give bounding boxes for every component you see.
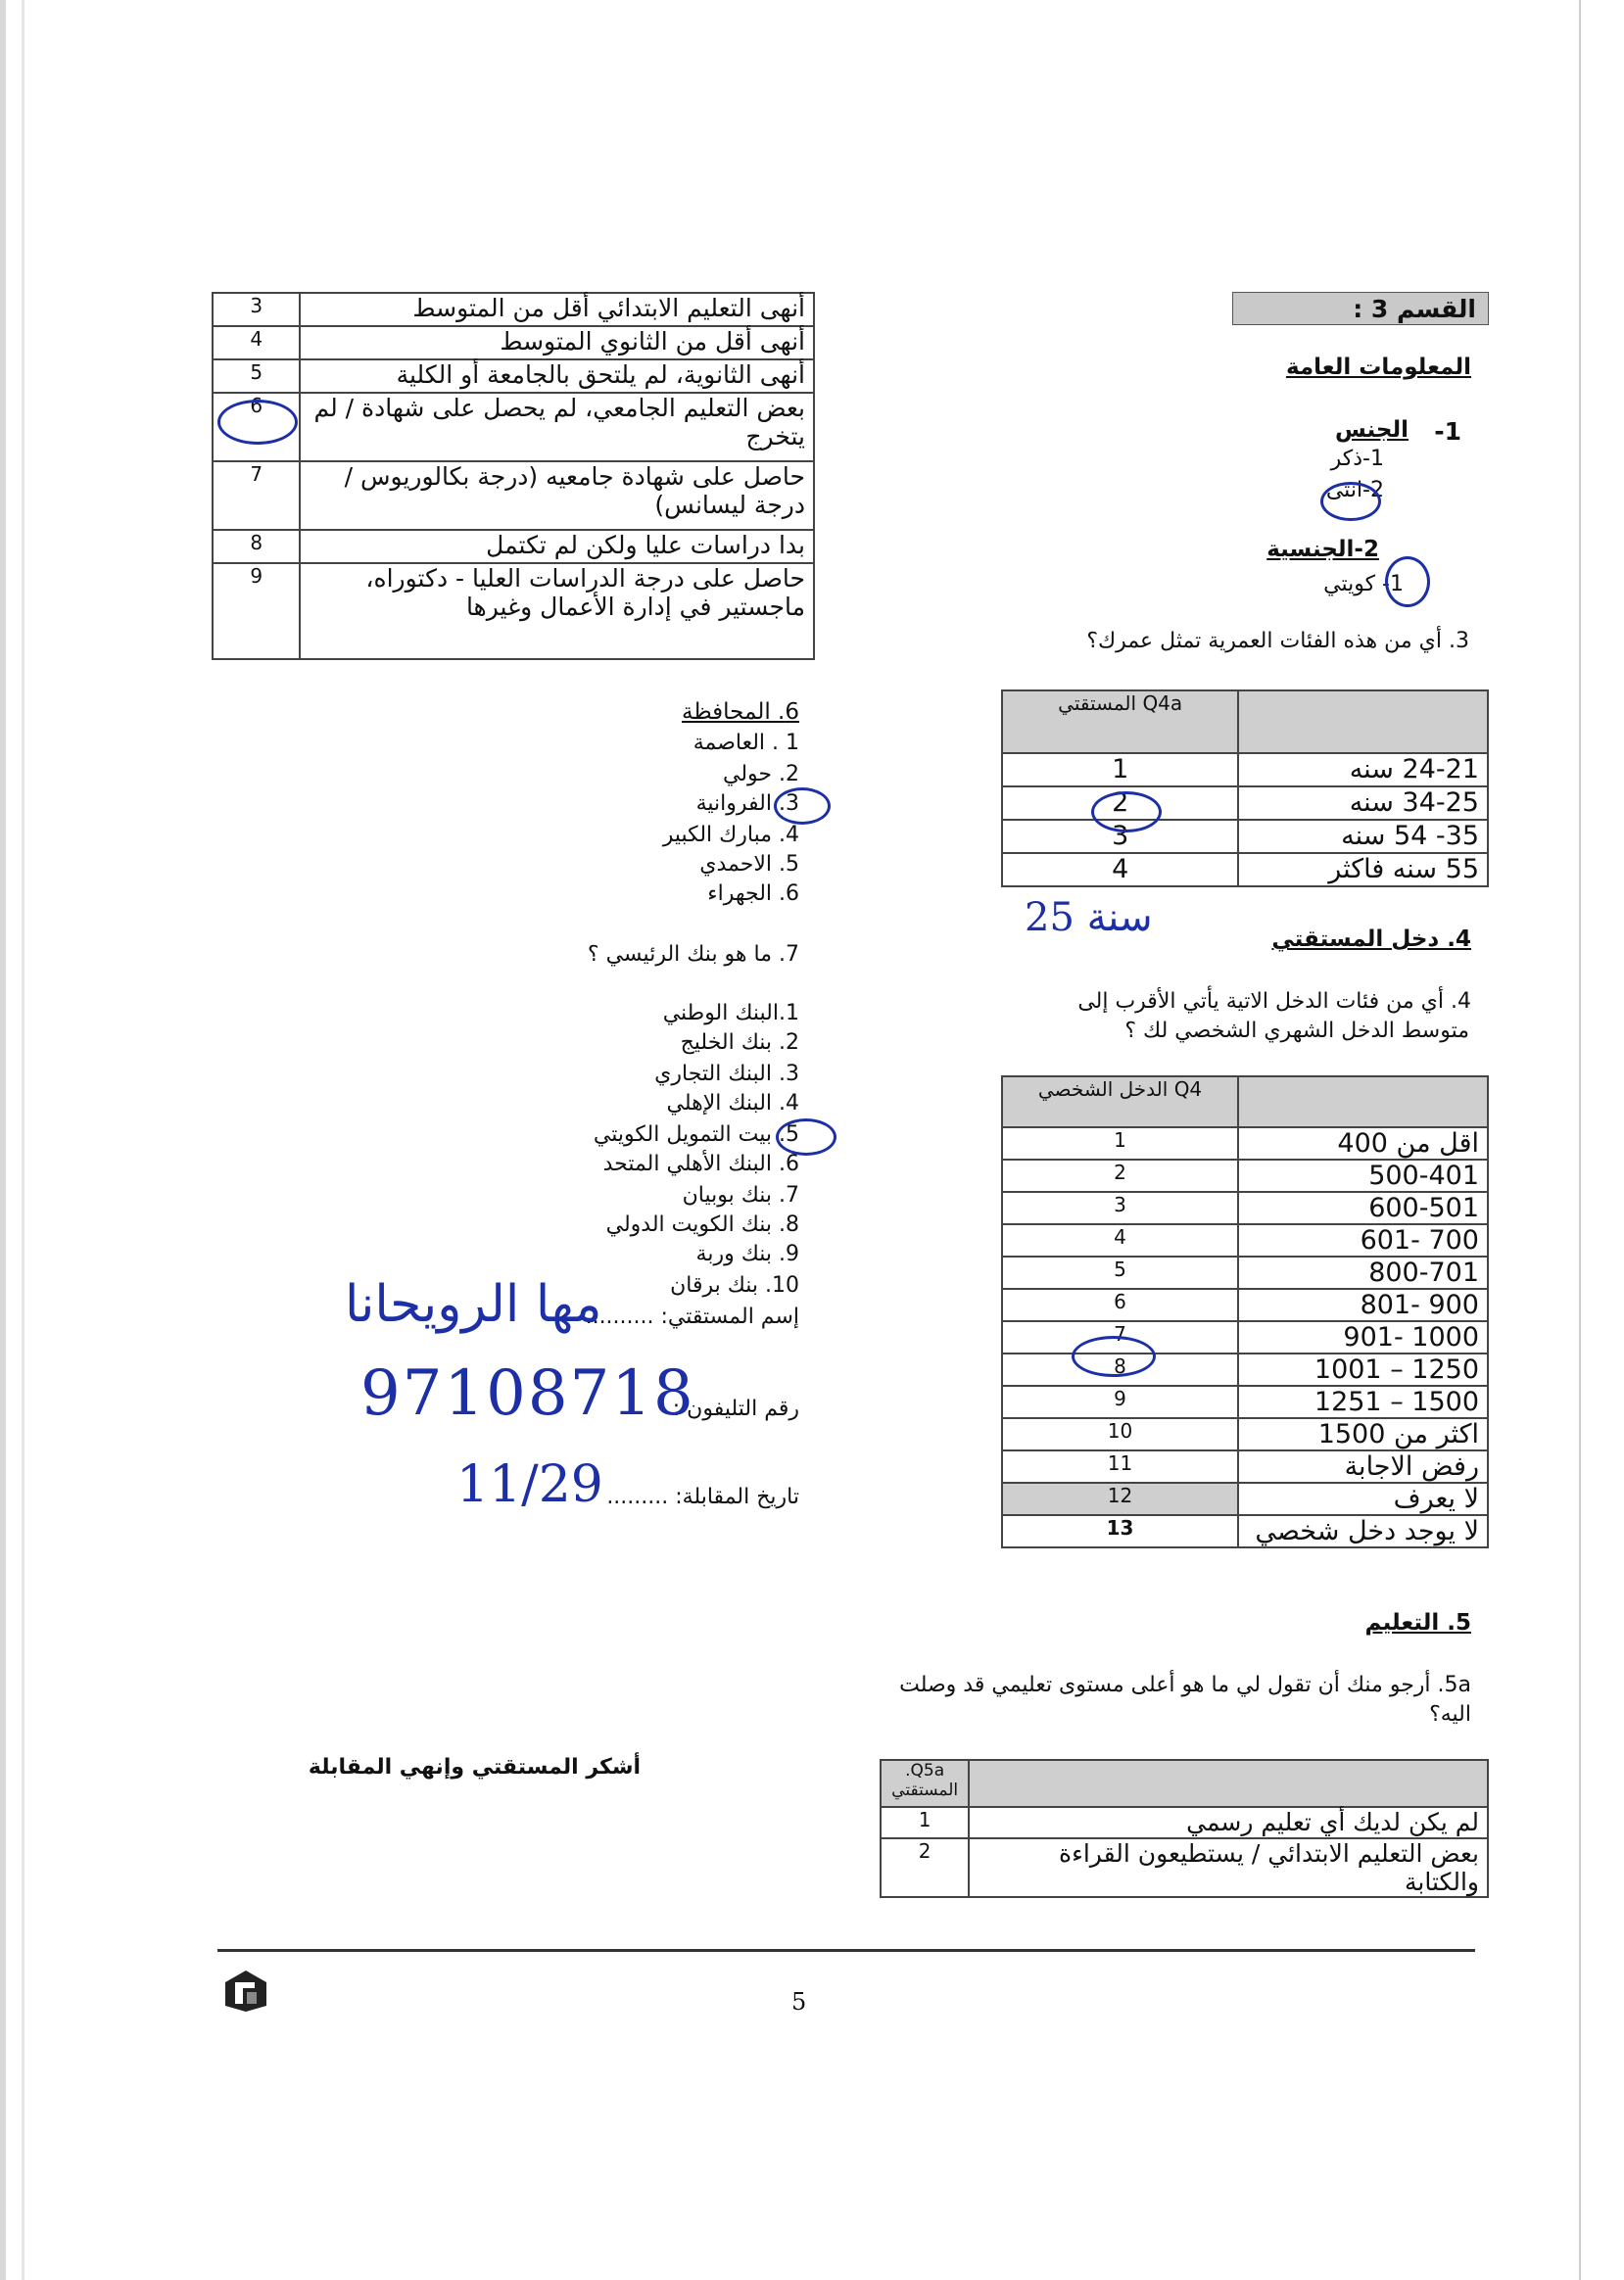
q7-option: 5. بيت التمويل الكويتي bbox=[593, 1122, 799, 1147]
scan-edge-left bbox=[0, 0, 6, 2280]
age-table-header: Q4a المستقتي bbox=[1002, 690, 1238, 753]
q3-question: 3. أي من هذه الفئات العمرية تمثل عمرك؟ bbox=[1086, 629, 1469, 653]
income-row-label: 500-401 bbox=[1238, 1160, 1488, 1192]
respondent-phone-label: رقم التليفون : bbox=[672, 1397, 799, 1421]
q1-option-1: 1-ذكر bbox=[1330, 447, 1384, 471]
education-row-code: 5 bbox=[213, 359, 300, 393]
q6-title: 6. المحافظة bbox=[681, 699, 799, 725]
answer-circle-bank bbox=[776, 1118, 836, 1156]
education-row-code: 3 bbox=[213, 293, 300, 326]
age-row-label: 34-25 سنه bbox=[1238, 786, 1488, 820]
income-row-code: 13 bbox=[1002, 1515, 1238, 1547]
logo-icon bbox=[223, 1969, 268, 2014]
education-row-label: بعض التعليم الجامعي، لم يحصل على شهادة / لم يتخرج bbox=[300, 393, 814, 461]
q6-option: 2. حولي bbox=[723, 762, 799, 786]
respondent-name-label: إسم المستقتي: .......... bbox=[585, 1305, 799, 1329]
age-table bbox=[1001, 689, 1489, 887]
income-row-label: اكثر من 1500 bbox=[1238, 1418, 1488, 1450]
section-title: القسم 3 : bbox=[1232, 292, 1489, 325]
income-row-label: لا يوجد دخل شخصي bbox=[1238, 1515, 1488, 1547]
education-row-label: حاصل على درجة الدراسات العليا - دكتوراه، ماجستير في إدارة الأعمال وغيرها bbox=[300, 563, 814, 659]
income-row-label: 600-501 bbox=[1238, 1192, 1488, 1224]
age-row-code: 2 bbox=[1002, 786, 1238, 820]
q7-option: 3. البنك التجاري bbox=[654, 1062, 799, 1086]
footer-rule bbox=[217, 1949, 1475, 1952]
closing-note: أشكر المستقتي وإنهي المقابلة bbox=[308, 1755, 641, 1780]
income-row-label: 1500 – 1251 bbox=[1238, 1386, 1488, 1418]
income-row-label: رفض الاجابة bbox=[1238, 1450, 1488, 1483]
q1-title: الجنس bbox=[1335, 417, 1409, 443]
income-row-label: 1250 – 1001 bbox=[1238, 1354, 1488, 1386]
education-row-label: حاصل على شهادة جامعيه (درجة بكالوريوس / درجة ليسانس) bbox=[300, 461, 814, 530]
q6-option: 3. الفروانية bbox=[695, 791, 799, 816]
q5-question-line1: 5a. أرجو منك أن تقول لي ما هو أعلى مستوى تعليمي قد وصلت bbox=[899, 1673, 1471, 1697]
age-row-label: 55 سنه فاكثر bbox=[1238, 853, 1488, 886]
scan-edge-line bbox=[22, 0, 24, 2280]
answer-circle-age bbox=[1091, 791, 1162, 832]
handwritten-name: مها الرويحانا bbox=[345, 1275, 602, 1334]
q5-title: 5. التعليم bbox=[1364, 1610, 1471, 1636]
education-row-code: 1 bbox=[881, 1807, 969, 1838]
q4-question-line1: 4. أي من فئات الدخل الاتية يأتي الأقرب إلى bbox=[1077, 989, 1471, 1014]
q7-option: 4. البنك الإهلي bbox=[666, 1091, 799, 1116]
age-row-label: 24-21 سنه bbox=[1238, 753, 1488, 786]
income-row-label: لا يعرف bbox=[1238, 1483, 1488, 1515]
education-row-label: أنهى أقل من الثانوي المتوسط bbox=[300, 326, 814, 359]
handwritten-date: 11/29 bbox=[456, 1455, 603, 1514]
education-table-part2 bbox=[212, 292, 815, 660]
age-row-code: 4 bbox=[1002, 853, 1238, 886]
answer-circle-governorate bbox=[774, 787, 831, 825]
age-row-code: 3 bbox=[1002, 820, 1238, 853]
q1-number: 1- bbox=[1434, 417, 1461, 446]
education-table-part1 bbox=[880, 1759, 1489, 1898]
q6-option: 6. الجهراء bbox=[707, 881, 799, 906]
education-row-label: أنهى الثانوية، لم يلتحق بالجامعة أو الكلية bbox=[300, 359, 814, 393]
handwritten-phone: 97108718 bbox=[360, 1357, 695, 1430]
income-row-label: اقل من 400 bbox=[1238, 1127, 1488, 1160]
income-row-code: 10 bbox=[1002, 1418, 1238, 1450]
handwritten-age: 25 سنة bbox=[1025, 895, 1153, 940]
income-row-code: 12 bbox=[1002, 1483, 1238, 1515]
page-number: 5 bbox=[791, 1988, 807, 2016]
q7-option: 9. بنك وربة bbox=[695, 1242, 799, 1266]
income-row-label: 700 -601 bbox=[1238, 1224, 1488, 1257]
education-row-code: 9 bbox=[213, 563, 300, 659]
income-row-code: 9 bbox=[1002, 1386, 1238, 1418]
q6-option: 5. الاحمدي bbox=[699, 852, 799, 877]
q1-option-2: 2-انثى bbox=[1325, 478, 1384, 502]
q6-option: 1 . العاصمة bbox=[693, 731, 799, 755]
income-row-code: 1 bbox=[1002, 1127, 1238, 1160]
answer-circle-gender bbox=[1320, 482, 1381, 521]
education-row-label: بعض التعليم الابتدائي / يستطيعون القراءة والكتابة bbox=[969, 1838, 1488, 1897]
q7-option: 2. بنك الخليج bbox=[680, 1030, 799, 1055]
q4-question-line2: متوسط الدخل الشهري الشخصي لك ؟ bbox=[1124, 1019, 1469, 1043]
education-table-header: Q5a. المستقتي bbox=[881, 1760, 969, 1807]
answer-circle-nationality bbox=[1385, 556, 1430, 607]
q7-title: 7. ما هو بنك الرئيسي ؟ bbox=[587, 942, 799, 967]
general-info-heading: المعلومات العامة bbox=[1285, 355, 1471, 380]
q7-option: 7. بنك بوبيان bbox=[682, 1183, 799, 1208]
income-row-code: 4 bbox=[1002, 1224, 1238, 1257]
income-row-code: 5 bbox=[1002, 1257, 1238, 1289]
q6-option: 4. مبارك الكبير bbox=[662, 823, 799, 847]
education-row-code: 2 bbox=[881, 1838, 969, 1897]
income-row-code: 8 bbox=[1002, 1354, 1238, 1386]
q7-option: 1.البنك الوطني bbox=[662, 1001, 799, 1025]
answer-circle-income bbox=[1072, 1336, 1156, 1377]
income-row-code: 7 bbox=[1002, 1321, 1238, 1354]
q2-option-1: 1- كويتي bbox=[1323, 572, 1404, 596]
education-row-label: لم يكن لديك أي تعليم رسمي bbox=[969, 1807, 1488, 1838]
income-row-label: 900 -801 bbox=[1238, 1289, 1488, 1321]
education-row-code: 6 bbox=[213, 393, 300, 461]
q7-option: 6. البنك الأهلي المتحد bbox=[602, 1152, 799, 1176]
income-table bbox=[1001, 1075, 1489, 1548]
income-row-code: 3 bbox=[1002, 1192, 1238, 1224]
scan-edge-right bbox=[1579, 0, 1581, 2280]
q7-option: 8. بنك الكويت الدولي bbox=[605, 1212, 799, 1237]
income-row-code: 2 bbox=[1002, 1160, 1238, 1192]
education-row-label: أنهى التعليم الابتدائي أقل من المتوسط bbox=[300, 293, 814, 326]
income-row-code: 6 bbox=[1002, 1289, 1238, 1321]
q2-title: 2-الجنسية bbox=[1266, 537, 1379, 562]
income-row-label: 1000 -901 bbox=[1238, 1321, 1488, 1354]
q5-question-line2: اليه؟ bbox=[1429, 1702, 1471, 1727]
q4-title: 4. دخل المستقتي bbox=[1271, 926, 1471, 952]
answer-circle-education bbox=[217, 400, 298, 445]
interview-date-label: تاريخ المقابلة: ......... bbox=[606, 1485, 799, 1509]
age-row-code: 1 bbox=[1002, 753, 1238, 786]
education-row-label: بدا دراسات عليا ولكن لم تكتمل bbox=[300, 530, 814, 563]
education-row-code: 8 bbox=[213, 530, 300, 563]
income-table-header: Q4 الدخل الشخصي bbox=[1002, 1076, 1238, 1127]
q7-option: 10. بنك برقان bbox=[670, 1273, 799, 1298]
income-row-code: 11 bbox=[1002, 1450, 1238, 1483]
age-row-label: 35- 54 سنه bbox=[1238, 820, 1488, 853]
education-row-code: 4 bbox=[213, 326, 300, 359]
income-row-label: 800-701 bbox=[1238, 1257, 1488, 1289]
education-row-code: 7 bbox=[213, 461, 300, 530]
